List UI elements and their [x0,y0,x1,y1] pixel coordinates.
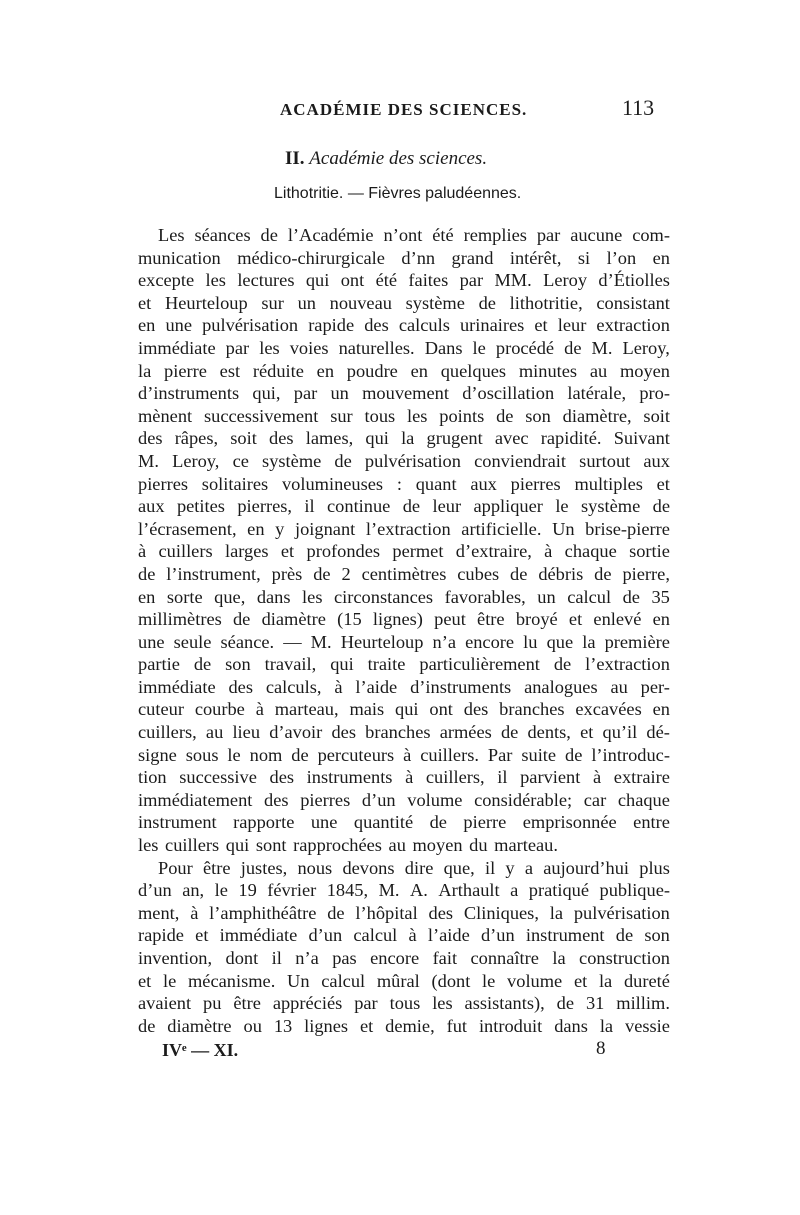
text-line: Pour être justes, nous devons dire que, il y a aujourd’hui plus [158,857,670,878]
text-line: millimètres de diamètre (15 lignes) peut être broyé et enlevé en [138,609,670,630]
text-line: d’instruments qui, par un mouvement d’oscillation latérale, pro- [138,383,670,404]
section-name: Académie des sciences. [309,148,488,169]
section-title [285,148,487,170]
text-line: une seule séance. — M. Heurteloup n’a encore lu que la première [138,631,670,652]
text-line: M. Leroy, ce système de pulvérisation conviendrait surtout aux [138,450,670,471]
text-line: Les séances de l’Académie n’ont été remplies par aucune com- [158,225,670,245]
section-subtitle: Lithotritie. — Fièvres paludéennes. [274,185,522,202]
text-line: aux petites pierres, il continue de leur appliquer le système de [138,496,670,517]
text-line: les cuillers qui sont rapprochées au moyen du marteau. [138,835,558,856]
printer-signature: IVᵉ — XI. [162,1040,239,1060]
text-line: de l’instrument, près de 2 centimètres cubes de débris de pierre, [138,563,670,584]
signature-number: 8 [596,1038,606,1059]
text-line: avaient pu être appréciés par tous les assistants), de 31 millim. [138,993,670,1014]
text-line: instrument rapporte une quantité de pierre emprisonnée entre [138,812,670,833]
text-line: cuteur courbe à marteau, mais qui ont des branches excavées en [138,699,670,720]
text-line: ment, à l’amphithéâtre de l’hôpital des Cliniques, la pulvérisation [138,902,670,923]
running-head: ACADÉMIE DES SCIENCES. [280,100,528,119]
text-line: en une pulvérisation rapide des calculs urinaires et leur extraction [138,315,670,336]
text-line: invention, dont il n’a pas encore fait connaître la construction [138,948,670,968]
text-line: à cuillers larges et profondes permet d’extraire, à chaque sortie [138,541,670,562]
text-line: de diamètre ou 13 lignes et demie, fut introduit dans la vessie [138,1015,670,1036]
text-line: munication médico-chirurgicale d’nn grand intérêt, si l’on en [138,247,670,268]
text-line: mènent successivement sur tous les points de son diamètre, soit [138,405,670,426]
text-line: rapide et immédiate d’un calcul à l’aide d’un instrument de son [138,925,670,946]
text-line: la pierre est réduite en poudre en quelques minutes au moyen [138,360,670,381]
text-line: et Heurteloup sur un nouveau système de lithotritie, consistant [138,292,670,313]
text-line: l’écrasement, en y joignant l’extraction artificielle. Un brise-pierre [138,518,670,539]
text-line: pierres solitaires volumineuses : quant aux pierres multiples et [138,473,670,494]
text-line: tion successive des instruments à cuillers, il parvient à extraire [138,767,670,788]
text-line: en sorte que, dans les circonstances favorables, un calcul de 35 [138,586,670,607]
text-line: des râpes, soit des lames, qui la grugent avec rapidité. Suivant [138,428,670,449]
text-line: partie de son travail, qui traite particulièrement de l’extraction [138,654,670,675]
text-line: immédiate des calculs, à l’aide d’instruments analogues au per- [138,676,670,697]
body-text [138,224,670,1037]
text-line: immédiate par les voies naturelles. Dans le procédé de M. Leroy, [138,337,670,358]
text-line: cuillers, au lieu d’avoir des branches armées de dents, et qu’il dé- [138,722,670,743]
text-line: immédiatement des pierres d’un volume considérable; car chaque [138,789,670,810]
page-number: 113 [622,95,655,120]
text-line: d’un an, le 19 février 1845, M. A. Arthault a pratiqué publique- [138,880,670,901]
text-line: excepte les lectures qui ont été faites par MM. Leroy d’Étiolles [138,270,670,291]
section-number: II. [285,148,305,169]
text-line: et le mécanisme. Un calcul mûral (dont le volume et la dureté [138,970,670,991]
text-line: signe sous le nom de percuteurs à cuillers. Par suite de l’introduc- [138,744,670,765]
